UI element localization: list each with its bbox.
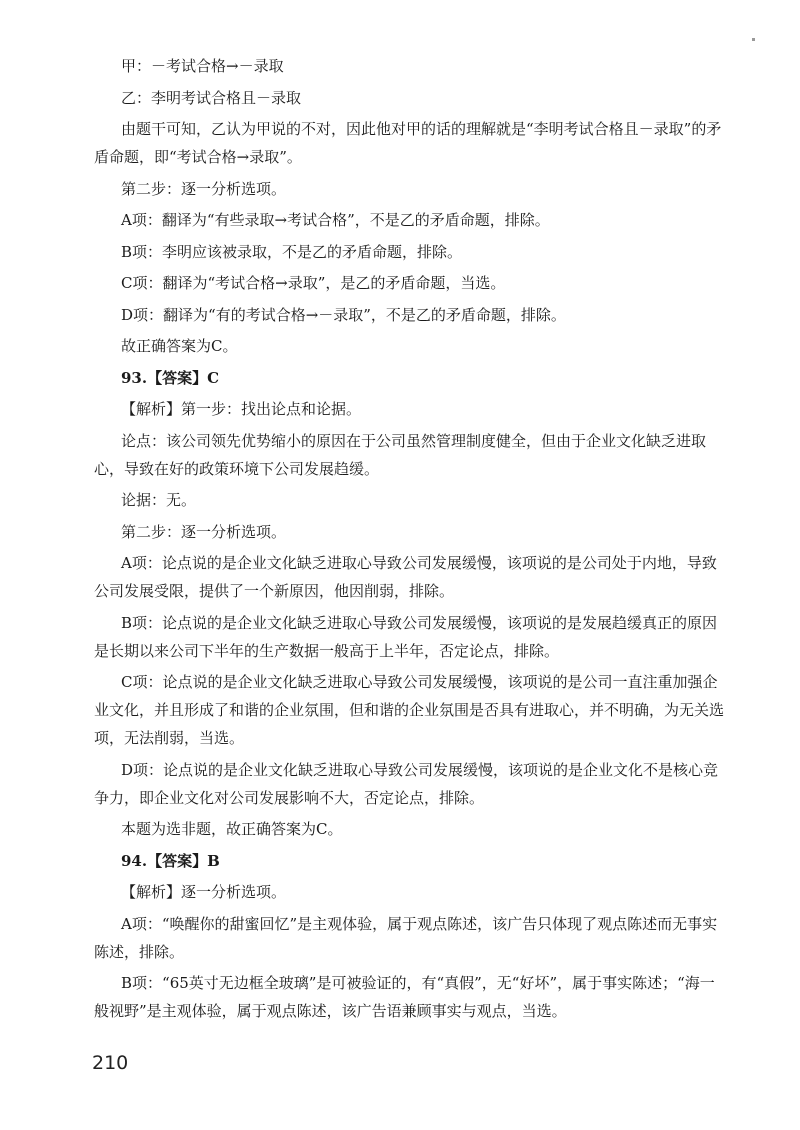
paragraph: 故正确答案为C。	[121, 337, 238, 355]
paragraph: C项：翻译为“考试合格→录取”，是乙的矛盾命题，当选。	[121, 274, 506, 292]
page-body	[94, 52, 724, 1029]
paragraph: B项：“65英寸无边框全玻璃”是可被验证的，有“真假”，无“好坏”，属于事实陈述；“海一般视野”是主观体验，属于观点陈述，该广告语兼顾事实与观点，当选。	[94, 974, 715, 1020]
paragraph: 第二步：逐一分析选项。	[121, 522, 287, 541]
paragraph: 甲：－考试合格→－录取	[121, 57, 284, 75]
page-number: 210	[92, 1052, 129, 1074]
paragraph: 94.【答案】B	[121, 851, 220, 870]
paragraph: C项：论点说的是企业文化缺乏进取心导致公司发展缓慢，该项说的是公司一直注重加强企业文化，并且形成了和谐的企业氛围，但和谐的企业氛围是否具有进取心，并不明确，为无关选项，无法削弱，当选。	[94, 673, 725, 747]
paragraph: 第二步：逐一分析选项。	[121, 179, 287, 198]
paragraph: D项：论点说的是企业文化缺乏进取心导致公司发展缓慢，该项说的是企业文化不是核心竞争力，即企业文化对公司发展影响不大，否定论点，排除。	[94, 760, 719, 807]
paragraph: 93.【答案】C	[121, 368, 220, 387]
paragraph: A项：翻译为“有些录取→考试合格”，不是乙的矛盾命题，排除。	[121, 211, 550, 229]
paragraph: 【解析】第一步：找出论点和论据。	[121, 400, 362, 418]
paragraph: 由题干可知，乙认为甲说的不对，因此他对甲的话的理解就是“李明考试合格且－录取”的矛盾命题，即“考试合格→录取”。	[94, 120, 722, 166]
paragraph: 论据：无。	[121, 491, 197, 509]
paragraph: 论点：该公司领先优势缩小的原因在于公司虽然管理制度健全，但由于企业文化缺乏进取心，导致在好的政策环境下公司发展趋缓。	[94, 431, 707, 478]
paragraph: D项：翻译为“有的考试合格→－录取”，不是乙的矛盾命题，排除。	[121, 305, 566, 324]
paragraph: 本题为选非题，故正确答案为C。	[121, 820, 343, 838]
paragraph: A项：论点说的是企业文化缺乏进取心导致公司发展缓慢，该项说的是公司处于内地，导致公司发展受限，提供了一个新原因，他因削弱，排除。	[94, 554, 717, 600]
paragraph: 【解析】逐一分析选项。	[121, 883, 287, 901]
paragraph: B项：论点说的是企业文化缺乏进取心导致公司发展缓慢，该项说的是发展趋缓真正的原因是长期以来公司下半年的生产数据一般高于上半年，否定论点，排除。	[94, 613, 718, 660]
paragraph: 乙：李明考试合格且－录取	[121, 88, 302, 107]
paragraph: B项：李明应该被录取，不是乙的矛盾命题，排除。	[121, 242, 463, 261]
paragraph: A项：“唤醒你的甜蜜回忆”是主观体验，属于观点陈述，该广告只体现了观点陈述而无事实陈述，排除。	[94, 914, 718, 961]
scan-speck	[752, 38, 755, 41]
